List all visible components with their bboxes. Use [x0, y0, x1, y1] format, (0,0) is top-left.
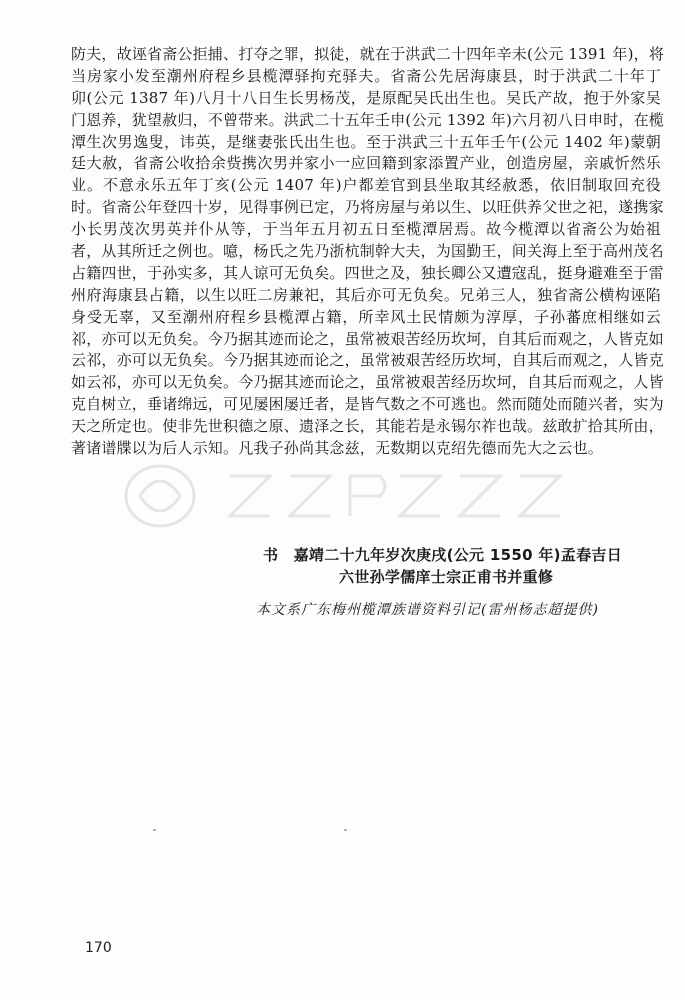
paragraph-line: 廷大赦，省斋公收拾余赀携次男并家小一应回籍到家添置产业，创造房屋，亲戚忻然乐 [71, 154, 661, 173]
watermark-logo [100, 456, 580, 536]
paragraph-line: 门恩养，犹望赦归，不曾带来。洪武二十五年壬申(公元 1392 年)六月初八日申时，在榄 [71, 110, 665, 129]
paragraph-line: 卯(公元 1387 年)八月十八日生长男杨茂，是原配吴氏出生也。吴氏产故，抱于外家吴 [71, 88, 661, 107]
paragraph-line: 如云祁，亦可以无负矣。今乃据其迹而论之，虽常被艰苦经历坎坷，自其后而观之，人皆 [71, 373, 664, 392]
scan-speck [344, 829, 347, 831]
paragraph-line: 州府海康县占籍，以生以旺二房兼祀，其后亦可无负矣。兄弟三人，独省斋公横构诬陷 [71, 285, 661, 304]
paragraph-line: 业。不意永乐五年丁亥(公元 1407 年)户都差官到县坐取其经赦悉，依旧制取回充役 [71, 176, 661, 195]
signature-date-line: 书 嘉靖二十九年岁次庚戌(公元 1550 年)孟春吉日 [263, 546, 623, 564]
scan-speck [153, 829, 156, 831]
paragraph-line: 当房家小发至潮州府程乡县榄潭驿拘充驿夫。省斋公先居海康县，时于洪武二十年丁 [71, 66, 661, 85]
paragraph-line: 占籍四世，于孙实多，其人谅可无负矣。四世之及，独长卿公又遭寇乱，挺身避难至于雷 [71, 263, 664, 282]
signature-author-line: 六世孙学儒庠士宗正甫书并重修 [339, 568, 554, 586]
paragraph-line: 时。省斋公年登四十岁，见得事例已定，乃将房屋与弟以生、以旺供养父世之祀，遂携家 [71, 198, 664, 217]
paragraph-line: 云祁，亦可以无负矣。今乃据其迹而论之，虽常被艰苦经历坎坷，自其后而观之，人皆克 [71, 351, 664, 370]
source-note: 本文系广东梅州榄潭族谱资料引记(雷州杨志超提供) [256, 602, 599, 618]
paragraph-line: 小长男茂次男英并仆从等，于当年五月初五日至榄潭居焉。故今榄潭以省斋公为始祖 [71, 220, 661, 239]
paragraph-line: 防夫，故诬省斋公拒捕、打夺之罪，拟徒，就在于洪武二十四年辛未(公元 1391 年)，将 [71, 45, 665, 63]
paragraph-line: 著诸谱牒以为后人示知。凡我子孙尚其念兹，无数期以克绍先德而先大之云也。 [71, 439, 604, 458]
paragraph-line: 克自树立，垂诸绵远，可见屡困屡迁者，是皆气数之不可逃也。然而随处而随兴者，实为 [71, 395, 664, 414]
main-paragraph [71, 44, 665, 460]
paragraph-line: 潭生次男逸叟，讳英，是继妻张氏出生也。至于洪武三十五年壬午(公元 1402 年)蒙朝 [71, 132, 661, 151]
paragraph-line: 祁，亦可以无负矣。今乃据其迹而论之，虽常被艰苦经历坎坷，自其后而观之，人皆克如 [71, 329, 664, 348]
paragraph-line: 天之所定也。使非先世积德之原、遗泽之长，其能若是永锡尔祚也哉。兹敢扩拾其所由， [71, 417, 664, 436]
paragraph-line: 身受无辜，又至潮州府程乡县榄潭占籍，所幸风土民情颇为淳厚，子孙蕃庶相继如云 [71, 307, 661, 326]
page-number: 170 [85, 940, 112, 956]
paragraph-line: 者，从其所迁之例也。噫，杨氏之先乃浙杭制幹大夫，为国勤王，间关海上至于高州茂名 [71, 242, 664, 261]
